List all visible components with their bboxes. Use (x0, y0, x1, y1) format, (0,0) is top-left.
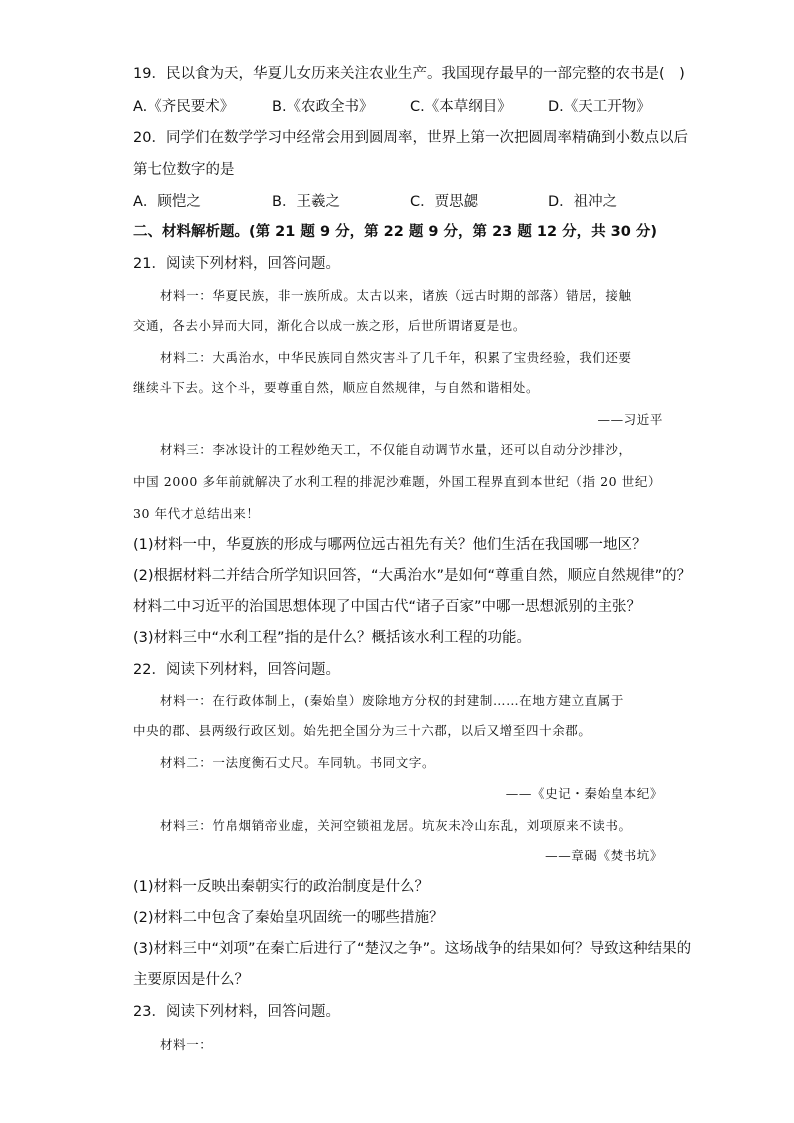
q20-option-a: A．顾恺之 (133, 194, 201, 210)
q19-option-a: A.《齐民要术》 (133, 99, 235, 115)
q21-subquestion2-line1: (2)根据材料二并结合所学知识回答，“大禹治水”是如何“尊重自然，顺应自然规律”的？ (133, 568, 692, 584)
q20-stem-line1: 20．同学们在数学学习中经常会用到圆周率，世界上第一次把圆周率精确到小数点以后 (133, 130, 688, 146)
q21-material3-line1: 材料三：李冰设计的工程妙绝天工，不仅能自动调节水量，还可以自动分沙排沙， (160, 442, 632, 457)
q22-material3-line1: 材料三：竹帛烟销帝业虚，关河空锁祖龙居。坑灰未冷山东乱，刘项原来不读书。 (160, 818, 632, 833)
q19-option-b: B.《农政全书》 (272, 99, 374, 115)
q22-material2-source: ——《史记・秦始皇本纪》 (505, 786, 663, 801)
q21-material3-line3: 30 年代才总结出来！ (133, 506, 260, 521)
q21-material1-line2: 交通，各去小异而大同，渐化合以成一族之形，后世所谓诸夏是也。 (133, 318, 527, 333)
q19-stem: 19．民以食为天，华夏儿女历来关注农业生产。我国现存最早的一部完整的农书是( ) (133, 66, 685, 82)
q21-material3-line2: 中国 2000 多年前就解决了水利工程的排泥沙难题，外国工程界直到本世纪（指 20 世纪） (133, 474, 662, 489)
q22-subquestion3-line2: 主要原因是什么？ (133, 972, 249, 988)
q22-intro: 22．阅读下列材料，回答问题。 (133, 662, 340, 678)
q21-subquestion3: (3)材料三中“水利工程”指的是什么？概括该水利工程的功能。 (133, 630, 532, 646)
q22-subquestion3-line1: (3)材料三中“刘项”在秦亡后进行了“楚汉之争”。这场战争的结果如何？导致这种结果的 (133, 941, 692, 957)
q22-material2-line1: 材料二：一法度衡石丈尺。车同轨。书同文字。 (160, 755, 436, 770)
q21-material2-source: ——习近平 (597, 412, 663, 427)
q22-material3-source: ——章碣《焚书坑》 (545, 848, 663, 863)
q21-subquestion2-line2: 材料二中习近平的治国思想体现了中国古代“诸子百家”中哪一思想派别的主张？ (133, 599, 642, 615)
q20-option-d: D．祖冲之 (548, 194, 618, 210)
q20-option-c: C．贾思勰 (410, 194, 479, 210)
q19-option-d: D.《天工开物》 (548, 99, 651, 115)
q22-subquestion1: (1)材料一反映出秦朝实行的政治制度是什么？ (133, 879, 430, 895)
q22-material1-line2: 中央的郡、县两级行政区划。始先把全国分为三十六郡，以后又增至四十余郡。 (133, 723, 592, 738)
q20-stem-line2: 第七位数字的是 (133, 162, 235, 178)
q23-material1-label: 材料一： (160, 1037, 213, 1052)
q19-option-c: C.《本草纲目》 (410, 99, 512, 115)
q21-material2-line1: 材料二：大禹治水，中华民族同自然灾害斗了几千年，积累了宝贵经验，我们还要 (160, 350, 632, 365)
q23-intro: 23．阅读下列材料，回答问题。 (133, 1004, 340, 1020)
q21-material1-line1: 材料一：华夏民族，非一族所成。太古以来，诸族（远古时期的部落）错居，接触 (160, 288, 632, 303)
q20-option-b: B．王羲之 (272, 194, 340, 210)
q22-material1-line1: 材料一：在行政体制上，(秦始皇）废除地方分权的封建制……在地方建立直属于 (160, 693, 624, 708)
q21-subquestion1: (1)材料一中，华夏族的形成与哪两位远古祖先有关？他们生活在我国哪一地区？ (133, 537, 647, 553)
q21-material2-line2: 继续斗下去。这个斗，要尊重自然，顺应自然规律，与自然和谐相处。 (133, 380, 540, 395)
q21-intro: 21．阅读下列材料，回答问题。 (133, 256, 340, 272)
q22-subquestion2: (2)材料二中包含了秦始皇巩固统一的哪些措施？ (133, 910, 444, 926)
section2-heading: 二、材料解析题。(第 21 题 9 分，第 22 题 9 分，第 23 题 12 分，共 30 分) (133, 224, 657, 240)
